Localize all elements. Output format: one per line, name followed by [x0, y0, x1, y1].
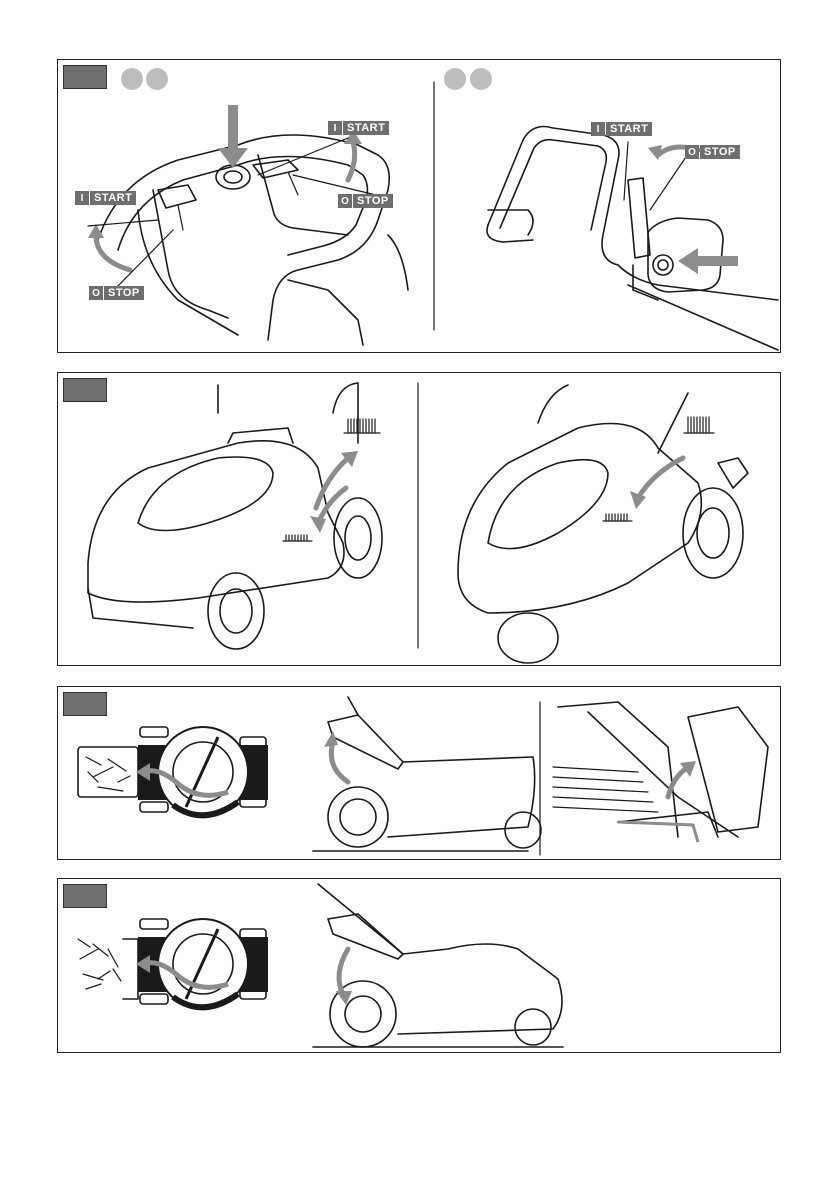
- stop-label-left: O STOP: [89, 286, 144, 300]
- mower-height-adjust-illustration: [58, 373, 782, 667]
- figure-panel-start-stop: [57, 59, 781, 353]
- start-label-right: I START: [328, 121, 389, 135]
- stop-label-right: O STOP: [338, 194, 393, 208]
- figure-panel-grass-box-remove: [57, 686, 781, 860]
- start-label-left: I START: [75, 191, 136, 205]
- grass-box-remove-illustration: [58, 687, 782, 861]
- handle-side-view-illustration: [58, 60, 782, 354]
- start-label-side: I START: [591, 122, 652, 136]
- figure-panel-cutting-height: [57, 372, 781, 666]
- grass-box-attach-illustration: [58, 879, 782, 1054]
- figure-panel-grass-box-attach: [57, 878, 781, 1053]
- stop-label-side: O STOP: [685, 145, 740, 159]
